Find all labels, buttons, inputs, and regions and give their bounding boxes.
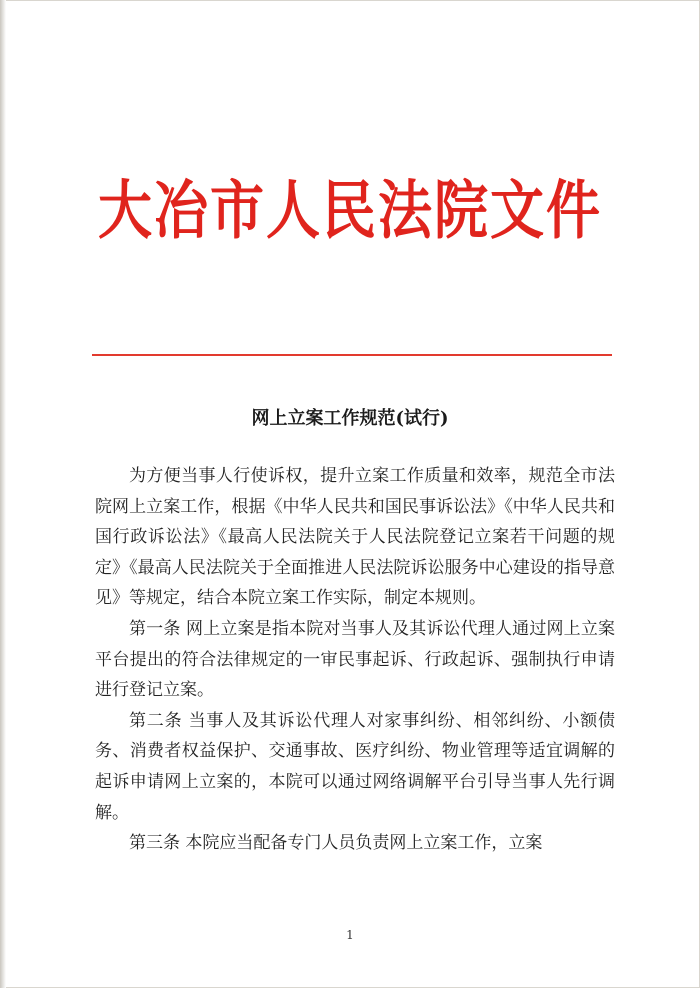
scan-edge	[0, 0, 6, 988]
page-number: 1	[346, 928, 354, 942]
red-divider-line	[92, 354, 612, 356]
org-header-title: 大冶市人民法院文件	[98, 172, 602, 248]
body-paragraph-preamble: 为方便当事人行使诉权，提升立案工作质量和效率，规范全市法院网上立案工作，根据《中华人民共和国民事诉讼法》《中华人民共和国行政诉讼法》《最高人民法院关于人民法院登记立案若干问题的规定》《最高人民法院关于全面推进人民法院诉讼服务中心建设的指导意见》等规定，结合本院立案工作实际，制定本规则。	[95, 466, 615, 609]
body-paragraph-article-2: 第二条 当事人及其诉讼代理人对家事纠纷、相邻纠纷、小额债务、消费者权益保护、交通事故、医疗纠纷、物业管理等适宜调解的起诉申请网上立案的，本院可以通过网络调解平台引导当事人先行调解。	[95, 710, 615, 823]
document-body	[95, 461, 615, 859]
document-title: 网上立案工作规范(试行)	[251, 408, 449, 429]
body-paragraph-article-1: 第一条 网上立案是指本院对当事人及其诉讼代理人通过网上立案平台提出的符合法律规定的一审民事起诉、行政起诉、强制执行申请进行登记立案。	[95, 618, 615, 701]
body-paragraph-article-3: 第三条 本院应当配备专门人员负责网上立案工作，立案	[129, 833, 543, 854]
